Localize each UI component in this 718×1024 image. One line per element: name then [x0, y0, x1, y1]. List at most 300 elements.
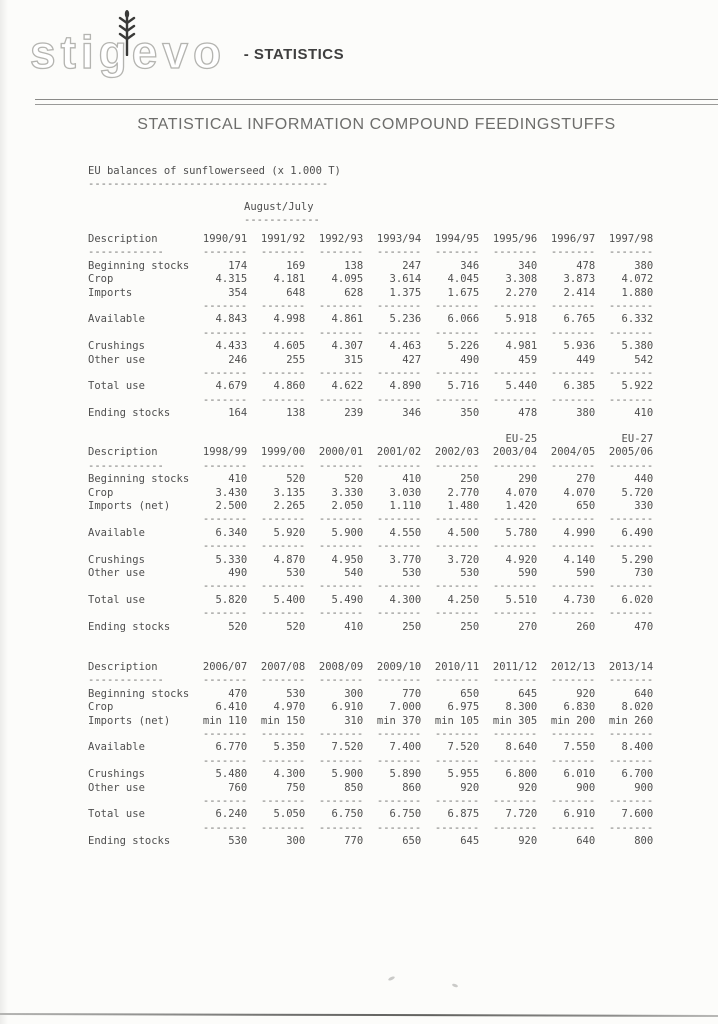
value-cell: min 260	[608, 714, 654, 727]
value-cell: 4.970	[273, 701, 306, 714]
value-cell: 6.332	[621, 313, 654, 326]
dash-cell: -------	[492, 795, 538, 808]
value-cell: 4.860	[273, 380, 306, 393]
value-cell: 7.550	[563, 741, 596, 754]
page-title: STATISTICAL INFORMATION COMPOUND FEEDINGSTUFFS	[137, 116, 616, 133]
value-cell: 4.843	[215, 313, 248, 326]
dash-cell: -------	[202, 540, 248, 553]
dash-cell: -------	[376, 367, 422, 380]
separator-row	[88, 540, 653, 553]
row-label: Crushings	[88, 553, 145, 566]
value-cell: 8.640	[505, 741, 538, 754]
dash-cell: -------	[318, 393, 364, 406]
dash-cell: -------	[550, 754, 596, 767]
dash-cell: -------	[550, 795, 596, 808]
year-header: 2005/06	[608, 446, 654, 459]
value-cell: 4.605	[273, 340, 306, 353]
value-cell: 7.520	[331, 741, 364, 754]
value-cell: 4.990	[563, 526, 596, 539]
dash-cell: -------	[492, 300, 538, 313]
value-cell: 3.030	[389, 486, 422, 499]
dash-cell: -------	[376, 795, 422, 808]
column-notes-row	[88, 433, 653, 446]
dash-cell: -------	[550, 393, 596, 406]
value-cell: 640	[576, 835, 596, 848]
dash-cell: -------	[550, 513, 596, 526]
dash-cell: -------	[608, 513, 654, 526]
value-cell: 380	[634, 259, 654, 272]
table-row	[88, 768, 653, 781]
row-label: Other use	[88, 781, 145, 794]
row-label: Other use	[88, 567, 145, 580]
dash-cell: -------	[608, 367, 654, 380]
value-cell: 5.955	[447, 768, 480, 781]
balance-table	[88, 233, 653, 421]
value-cell: 8.300	[505, 701, 538, 714]
value-cell: 410	[402, 473, 422, 486]
value-cell: 920	[518, 781, 538, 794]
value-cell: 1.880	[621, 286, 654, 299]
dash-cell: -------	[376, 674, 422, 687]
dash-cell: -------	[318, 607, 364, 620]
dash-cell: -------	[434, 459, 480, 472]
value-cell: 645	[518, 687, 538, 700]
value-cell: 380	[576, 407, 596, 420]
dash-cell: -------	[550, 367, 596, 380]
value-cell: 4.095	[331, 273, 364, 286]
table-row	[88, 567, 653, 580]
value-cell: 3.614	[389, 273, 422, 286]
column-note	[189, 433, 247, 446]
value-cell: 650	[402, 835, 422, 848]
dash-cell: -------	[318, 674, 364, 687]
value-cell: 645	[460, 835, 480, 848]
value-cell: 920	[460, 781, 480, 794]
value-cell: 4.307	[331, 340, 364, 353]
dash-cell: -------	[608, 821, 654, 834]
year-header: 1990/91	[202, 233, 248, 245]
table-row	[88, 340, 653, 353]
value-cell: 7.720	[505, 808, 538, 821]
value-cell: 530	[228, 835, 248, 848]
description-header: Description	[88, 233, 158, 245]
row-label: Crop	[88, 701, 114, 714]
value-cell: 6.750	[331, 808, 364, 821]
value-cell: 640	[634, 687, 654, 700]
value-cell: 346	[402, 407, 422, 420]
dash-cell: -------	[492, 326, 538, 339]
dash-cell: -------	[202, 607, 248, 620]
dash-cell: -------	[376, 246, 422, 259]
value-cell: 4.730	[563, 593, 596, 606]
dash-cell: -------	[376, 540, 422, 553]
dash-cell: -------	[318, 326, 364, 339]
value-cell: 540	[344, 567, 364, 580]
dash-cell: -------	[376, 754, 422, 767]
dash-cell: -------	[202, 580, 248, 593]
value-cell: min 370	[376, 714, 422, 727]
scan-artifact	[452, 983, 459, 988]
table-row	[88, 594, 653, 607]
value-cell: 138	[344, 259, 364, 272]
value-cell: 530	[286, 687, 306, 700]
dash-cell: -------	[260, 393, 306, 406]
value-cell: 4.998	[273, 313, 306, 326]
dash-cell: -------	[202, 795, 248, 808]
dash-cell: -------	[608, 728, 654, 741]
separator-row	[88, 755, 653, 768]
table-row	[88, 313, 653, 326]
dash-cell: -------	[376, 607, 422, 620]
table-row	[88, 487, 653, 500]
header-row	[88, 661, 653, 674]
value-cell: 4.045	[447, 273, 480, 286]
dash-cell: -------	[492, 607, 538, 620]
value-cell: 6.240	[215, 808, 248, 821]
value-cell: 4.679	[215, 380, 248, 393]
value-cell: 7.000	[389, 701, 422, 714]
column-note	[537, 433, 595, 446]
empty-cell	[88, 755, 189, 768]
value-cell: 860	[402, 781, 422, 794]
value-cell: 290	[518, 473, 538, 486]
value-cell: 164	[228, 407, 248, 420]
value-cell: 346	[460, 259, 480, 272]
dash-cell: -------	[492, 513, 538, 526]
row-label: Beginning stocks	[88, 259, 190, 272]
value-cell: 4.550	[389, 526, 422, 539]
value-cell: 5.050	[273, 808, 306, 821]
value-cell: 5.236	[389, 313, 422, 326]
value-cell: 4.300	[389, 593, 422, 606]
value-cell: min 110	[202, 714, 248, 727]
table-row	[88, 354, 653, 367]
table-row	[88, 688, 653, 701]
dash-cell: -------	[434, 754, 480, 767]
dash-cell: -------	[376, 728, 422, 741]
dash-cell: -------	[260, 246, 306, 259]
value-cell: 520	[344, 473, 364, 486]
value-cell: 459	[518, 353, 538, 366]
separator-row	[88, 580, 653, 593]
empty-cell	[88, 513, 189, 526]
separator-row	[88, 607, 653, 620]
column-note	[305, 433, 363, 446]
dash-cell: -------	[260, 795, 306, 808]
value-cell: 750	[286, 781, 306, 794]
value-cell: 310	[344, 714, 364, 727]
value-cell: 5.490	[331, 593, 364, 606]
value-cell: 5.900	[331, 768, 364, 781]
value-cell: 900	[634, 781, 654, 794]
dash-cell: -------	[260, 754, 306, 767]
row-label: Available	[88, 741, 145, 754]
dash-cell: -------	[608, 393, 654, 406]
value-cell: 6.830	[563, 701, 596, 714]
value-cell: 2.500	[215, 500, 248, 513]
dash-cell: ------------	[88, 246, 164, 259]
empty-cell	[88, 728, 189, 741]
value-cell: 478	[576, 259, 596, 272]
value-cell: 1.375	[389, 286, 422, 299]
dash-cell: -------	[492, 459, 538, 472]
year-header: 1995/96	[492, 233, 538, 245]
value-cell: 5.330	[215, 553, 248, 566]
dash-cell: -------	[376, 513, 422, 526]
wheat-icon	[116, 10, 138, 60]
dash-cell: -------	[492, 580, 538, 593]
value-cell: 5.290	[621, 553, 654, 566]
value-cell: 770	[402, 687, 422, 700]
value-cell: 8.400	[621, 741, 654, 754]
value-cell: 920	[576, 687, 596, 700]
value-cell: 427	[402, 353, 422, 366]
value-cell: 4.920	[505, 553, 538, 566]
dash-cell: -------	[434, 795, 480, 808]
dash-cell: -------	[318, 459, 364, 472]
table-row	[88, 287, 653, 300]
dash-cell: -------	[260, 821, 306, 834]
value-cell: 1.480	[447, 500, 480, 513]
row-label: Crushings	[88, 340, 145, 353]
dash-cell: -------	[608, 795, 654, 808]
logo-suffix-label: - STATISTICS	[243, 45, 345, 63]
value-cell: 250	[402, 620, 422, 633]
dash-cell: -------	[202, 674, 248, 687]
value-cell: 4.300	[273, 768, 306, 781]
value-cell: 4.433	[215, 340, 248, 353]
balance-table-1990-1997	[88, 233, 653, 421]
row-label: Available	[88, 526, 145, 539]
dash-cell: -------	[608, 246, 654, 259]
header-row	[88, 233, 653, 246]
value-cell: 590	[576, 567, 596, 580]
header-dash-row	[88, 674, 653, 687]
value-cell: 850	[344, 781, 364, 794]
row-label: Ending stocks	[88, 620, 171, 633]
dash-cell: -------	[608, 459, 654, 472]
value-cell: 1.420	[505, 500, 538, 513]
value-cell: 449	[576, 353, 596, 366]
value-cell: 4.861	[331, 313, 364, 326]
value-cell: 270	[576, 473, 596, 486]
column-note	[421, 433, 479, 446]
dash-cell: -------	[434, 393, 480, 406]
value-cell: 6.010	[563, 768, 596, 781]
value-cell: 5.820	[215, 593, 248, 606]
dash-cell: -------	[492, 728, 538, 741]
value-cell: 530	[286, 567, 306, 580]
table-row	[88, 554, 653, 567]
year-header: 2001/02	[376, 446, 422, 459]
dash-cell: -------	[202, 728, 248, 741]
value-cell: 3.135	[273, 486, 306, 499]
value-cell: 270	[518, 620, 538, 633]
table-row	[88, 808, 653, 821]
value-cell: 2.050	[331, 500, 364, 513]
empty-cell	[88, 580, 189, 593]
dash-cell: ------------	[88, 459, 164, 472]
value-cell: 6.385	[563, 380, 596, 393]
dash-cell: -------	[492, 674, 538, 687]
value-cell: 260	[576, 620, 596, 633]
dash-cell: -------	[550, 326, 596, 339]
separator-row	[88, 300, 653, 313]
value-cell: 490	[228, 567, 248, 580]
value-cell: 478	[518, 407, 538, 420]
value-cell: 3.330	[331, 486, 364, 499]
value-cell: 542	[634, 353, 654, 366]
dash-cell: -------	[608, 300, 654, 313]
value-cell: 3.720	[447, 553, 480, 566]
scan-artifact-line	[0, 1013, 718, 1017]
value-cell: 2.414	[563, 286, 596, 299]
value-cell: 530	[402, 567, 422, 580]
dash-cell: ------------	[88, 674, 164, 687]
dash-cell: -------	[608, 580, 654, 593]
row-label: Beginning stocks	[88, 687, 190, 700]
dash-cell: -------	[318, 728, 364, 741]
description-header: Description	[88, 446, 158, 459]
row-label: Ending stocks	[88, 407, 171, 420]
value-cell: 315	[344, 353, 364, 366]
dash-cell: -------	[260, 513, 306, 526]
balance-table	[88, 433, 653, 634]
dash-cell: -------	[260, 367, 306, 380]
table-row	[88, 715, 653, 728]
dash-cell: -------	[492, 393, 538, 406]
value-cell: 2.770	[447, 486, 480, 499]
value-cell: 520	[286, 473, 306, 486]
dash-cell: -------	[318, 580, 364, 593]
value-cell: 5.510	[505, 593, 538, 606]
value-cell: 2.265	[273, 500, 306, 513]
value-cell: 239	[344, 407, 364, 420]
dash-cell: -------	[550, 580, 596, 593]
value-cell: 6.020	[621, 593, 654, 606]
dash-cell: -------	[434, 540, 480, 553]
value-cell: 7.600	[621, 808, 654, 821]
value-cell: 5.350	[273, 741, 306, 754]
value-cell: 255	[286, 353, 306, 366]
dash-cell: -------	[318, 795, 364, 808]
dash-cell: -------	[550, 459, 596, 472]
value-cell: 4.622	[331, 380, 364, 393]
year-header: 2012/13	[550, 661, 596, 673]
value-cell: 3.770	[389, 553, 422, 566]
value-cell: 5.380	[621, 340, 654, 353]
value-cell: 650	[576, 500, 596, 513]
empty-cell	[88, 540, 189, 553]
value-cell: 5.400	[273, 593, 306, 606]
empty-cell	[88, 822, 189, 835]
value-cell: 4.070	[505, 486, 538, 499]
dash-cell: -------	[260, 540, 306, 553]
value-cell: 4.890	[389, 380, 422, 393]
row-label: Crushings	[88, 768, 145, 781]
row-label: Total use	[88, 593, 145, 606]
period-label: August/July	[244, 201, 314, 213]
value-cell: 5.780	[505, 526, 538, 539]
brand-wordmark: stigevo	[30, 26, 227, 78]
value-cell: 520	[286, 620, 306, 633]
value-cell: 5.716	[447, 380, 480, 393]
dash-cell: -------	[550, 821, 596, 834]
header-row	[88, 446, 653, 459]
dash-cell: -------	[434, 300, 480, 313]
dash-cell: -------	[608, 326, 654, 339]
dash-cell: -------	[608, 674, 654, 687]
dash-cell: -------	[492, 754, 538, 767]
value-cell: 5.226	[447, 340, 480, 353]
value-cell: 174	[228, 259, 248, 272]
dash-cell: -------	[376, 326, 422, 339]
dash-cell: -------	[608, 754, 654, 767]
value-cell: 6.066	[447, 313, 480, 326]
value-cell: 470	[634, 620, 654, 633]
header-dash-row	[88, 460, 653, 473]
value-cell: 1.675	[447, 286, 480, 299]
value-cell: min 105	[434, 714, 480, 727]
separator-row	[88, 367, 653, 380]
dash-cell: -------	[550, 246, 596, 259]
column-note: EU-25	[505, 433, 538, 445]
value-cell: 4.070	[563, 486, 596, 499]
value-cell: 138	[286, 407, 306, 420]
dash-cell: -------	[434, 513, 480, 526]
value-cell: 3.873	[563, 273, 596, 286]
value-cell: 760	[228, 781, 248, 794]
dash-cell: -------	[434, 674, 480, 687]
year-header: 2003/04	[492, 446, 538, 459]
value-cell: 6.875	[447, 808, 480, 821]
row-label: Crop	[88, 486, 114, 499]
period-block	[244, 201, 320, 227]
value-cell: 470	[228, 687, 248, 700]
dash-cell: -------	[434, 580, 480, 593]
value-cell: 4.950	[331, 553, 364, 566]
scan-edge-shading	[0, 0, 8, 1024]
dash-cell: -------	[260, 674, 306, 687]
dash-cell: -------	[318, 367, 364, 380]
value-cell: 4.981	[505, 340, 538, 353]
value-cell: 6.340	[215, 526, 248, 539]
dash-cell: -------	[260, 300, 306, 313]
value-cell: 410	[228, 473, 248, 486]
dash-cell: -------	[434, 821, 480, 834]
empty-cell	[88, 367, 189, 380]
dash-cell: -------	[608, 540, 654, 553]
subtitle-block	[88, 165, 341, 191]
value-cell: 4.870	[273, 553, 306, 566]
value-cell: 1.110	[389, 500, 422, 513]
column-note: EU-27	[621, 433, 654, 445]
year-header: 1997/98	[608, 233, 654, 245]
value-cell: 6.700	[621, 768, 654, 781]
value-cell: 5.890	[389, 768, 422, 781]
row-label: Imports (net)	[88, 500, 171, 513]
table-row	[88, 835, 653, 848]
row-label: Beginning stocks	[88, 473, 190, 486]
year-header: 1996/97	[550, 233, 596, 245]
value-cell: 440	[634, 473, 654, 486]
dash-cell: -------	[376, 300, 422, 313]
dash-cell: -------	[260, 607, 306, 620]
table-row	[88, 260, 653, 273]
separator-row	[88, 513, 653, 526]
row-label: Imports	[88, 286, 133, 299]
value-cell: 6.770	[215, 741, 248, 754]
